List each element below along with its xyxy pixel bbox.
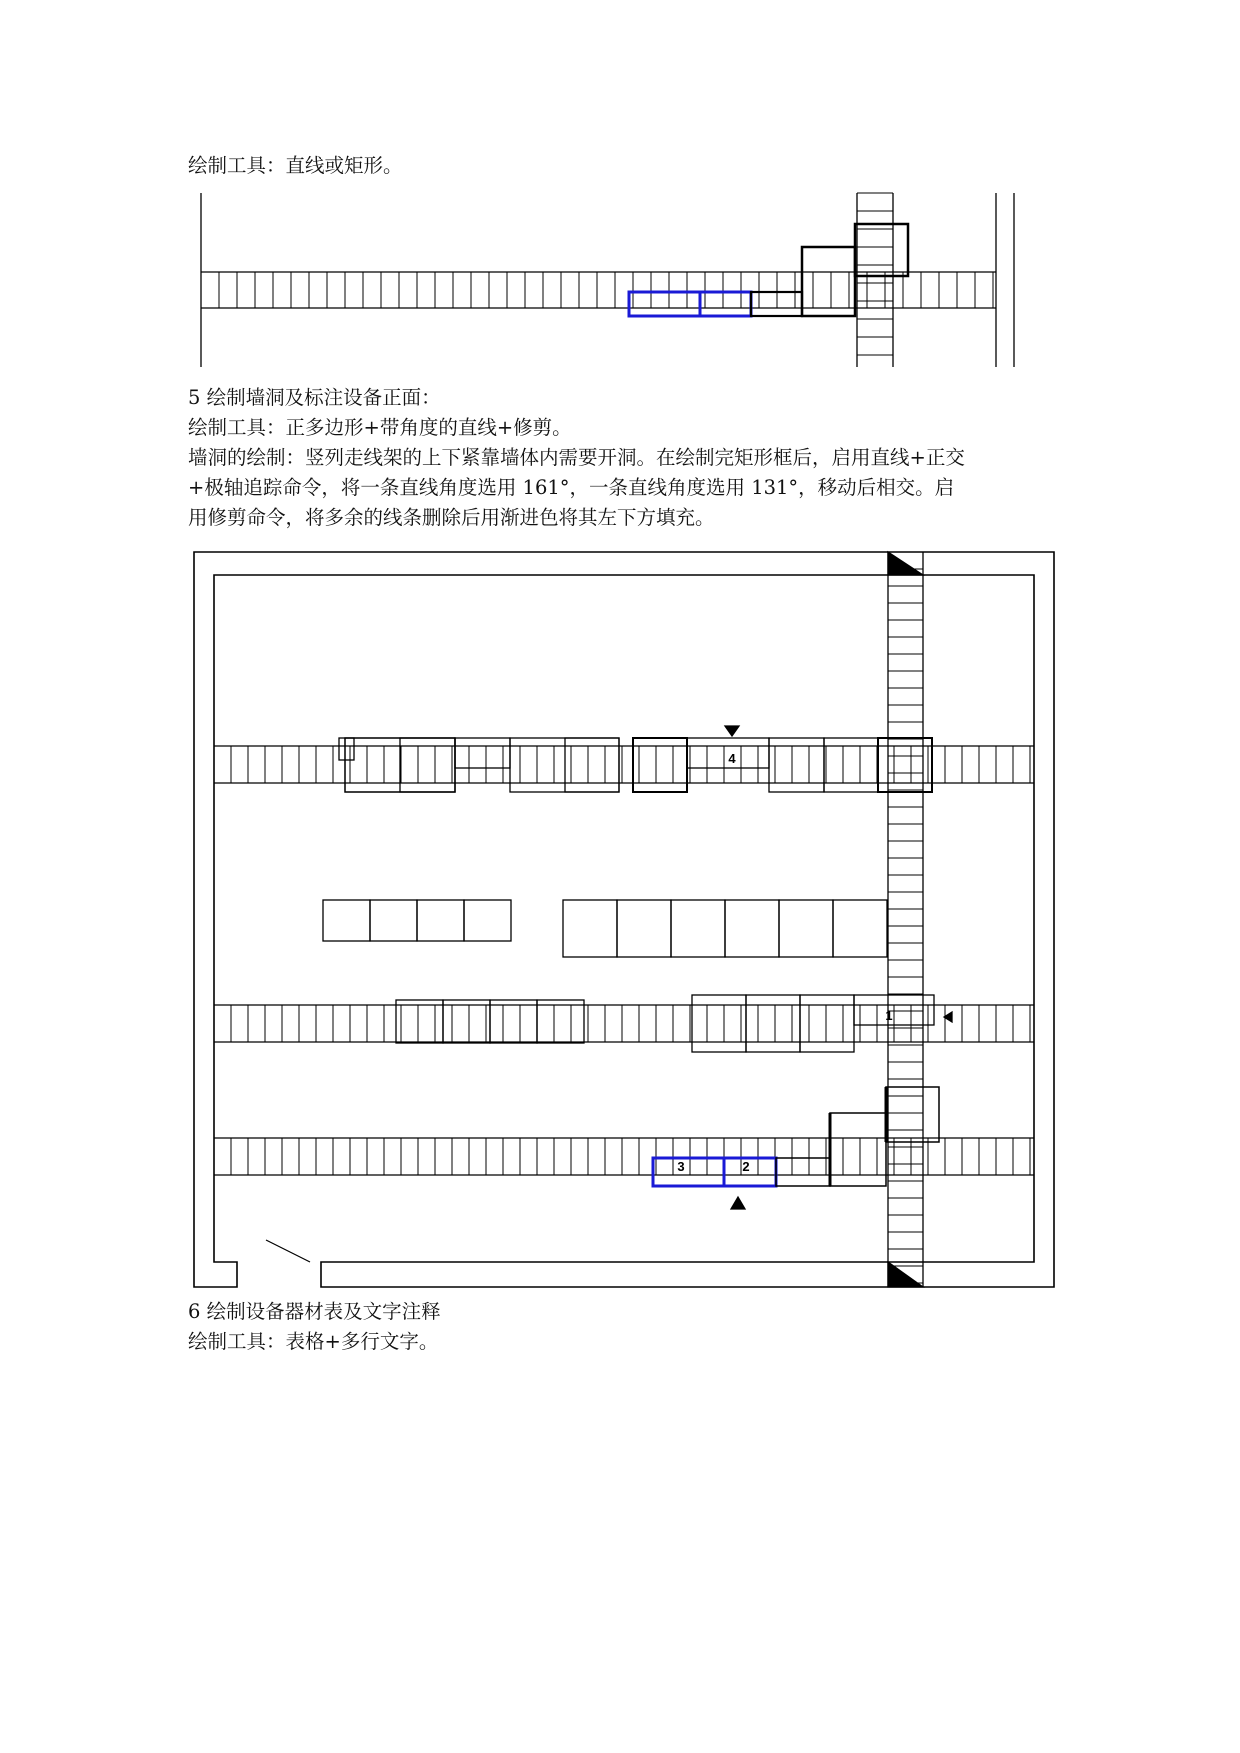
equipment-cabinet [692, 995, 746, 1052]
equipment-row-1 [455, 738, 510, 768]
para-tools-1: 绘制工具：直线或矩形。 [188, 154, 403, 177]
equipment-cabinet [671, 900, 725, 957]
equipment-cabinet [490, 1000, 537, 1043]
equipment-cabinet [396, 1000, 443, 1043]
equipment-cabinet [537, 1000, 584, 1043]
equipment-cabinet [417, 900, 464, 941]
new-cabinet-blue [724, 1158, 776, 1186]
equipment-cabinet [339, 738, 354, 760]
equipment-cabinet [617, 900, 671, 957]
vertical-cable-tray [857, 193, 893, 367]
new-cabinet-blue [629, 292, 700, 316]
equipment-cabinet [455, 738, 510, 768]
equipment-label-4: 4 [728, 751, 736, 766]
equipment-cabinet [855, 224, 908, 276]
figure-1-cable-tray-detail [0, 190, 1240, 370]
equipment-cabinet [443, 1000, 490, 1043]
front-marker-4 [725, 726, 739, 736]
equipment-label-1: 1 [885, 1008, 893, 1023]
para-wall-hole-3: 用修剪命令，将多余的线条删除后用渐进色将其左下方填充。 [188, 506, 715, 529]
equipment-cabinet [563, 900, 617, 957]
cabinet-row-left [323, 900, 511, 941]
para-tools-6: 绘制工具：表格+多行文字。 [188, 1330, 439, 1353]
equipment-row-2-right [692, 995, 854, 1052]
cable-tray-row-3 [214, 1138, 1034, 1175]
equipment-cabinet [800, 995, 854, 1052]
wall-hole-top [888, 552, 923, 575]
equipment-row-2-left [396, 1000, 584, 1043]
figure-2-floor-plan [0, 545, 1240, 1290]
equipment-cabinet [802, 247, 855, 316]
equipment-cabinet [464, 900, 511, 941]
equipment-label-3: 3 [677, 1159, 685, 1174]
vertical-cable-tray [888, 552, 923, 1287]
cable-tray-row-1 [214, 746, 1034, 783]
section-5-heading: 5 绘制墙洞及标注设备正面： [188, 386, 441, 409]
front-marker-2 [731, 1197, 745, 1209]
equipment-cabinet [776, 1158, 830, 1186]
para-wall-hole-1: 墙洞的绘制：竖列走线架的上下紧靠墙体内需要开洞。在绘制完矩形框后，启用直线+正交 [188, 446, 965, 469]
equipment-label-2: 2 [742, 1159, 750, 1174]
door-swing [266, 1240, 310, 1262]
para-tools-5: 绘制工具：正多边形+带角度的直线+修剪。 [188, 416, 572, 439]
new-cabinet-blue [700, 292, 751, 316]
equipment-cabinet [886, 1087, 939, 1142]
new-cabinet-blue [653, 1158, 724, 1186]
cabinet-row-right [563, 900, 887, 957]
equipment-cabinet [725, 900, 779, 957]
equipment-cabinet [323, 900, 370, 941]
equipment-cabinet [833, 900, 887, 957]
section-6-heading: 6 绘制设备器材表及文字注释 [188, 1300, 441, 1323]
equipment-cabinet [779, 900, 833, 957]
equipment-cabinet [370, 900, 417, 941]
para-wall-hole-2: +极轴追踪命令，将一条直线角度选用 161°，一条直线角度选用 131°，移动后相交。启 [188, 476, 955, 499]
horizontal-cable-tray [201, 272, 996, 308]
